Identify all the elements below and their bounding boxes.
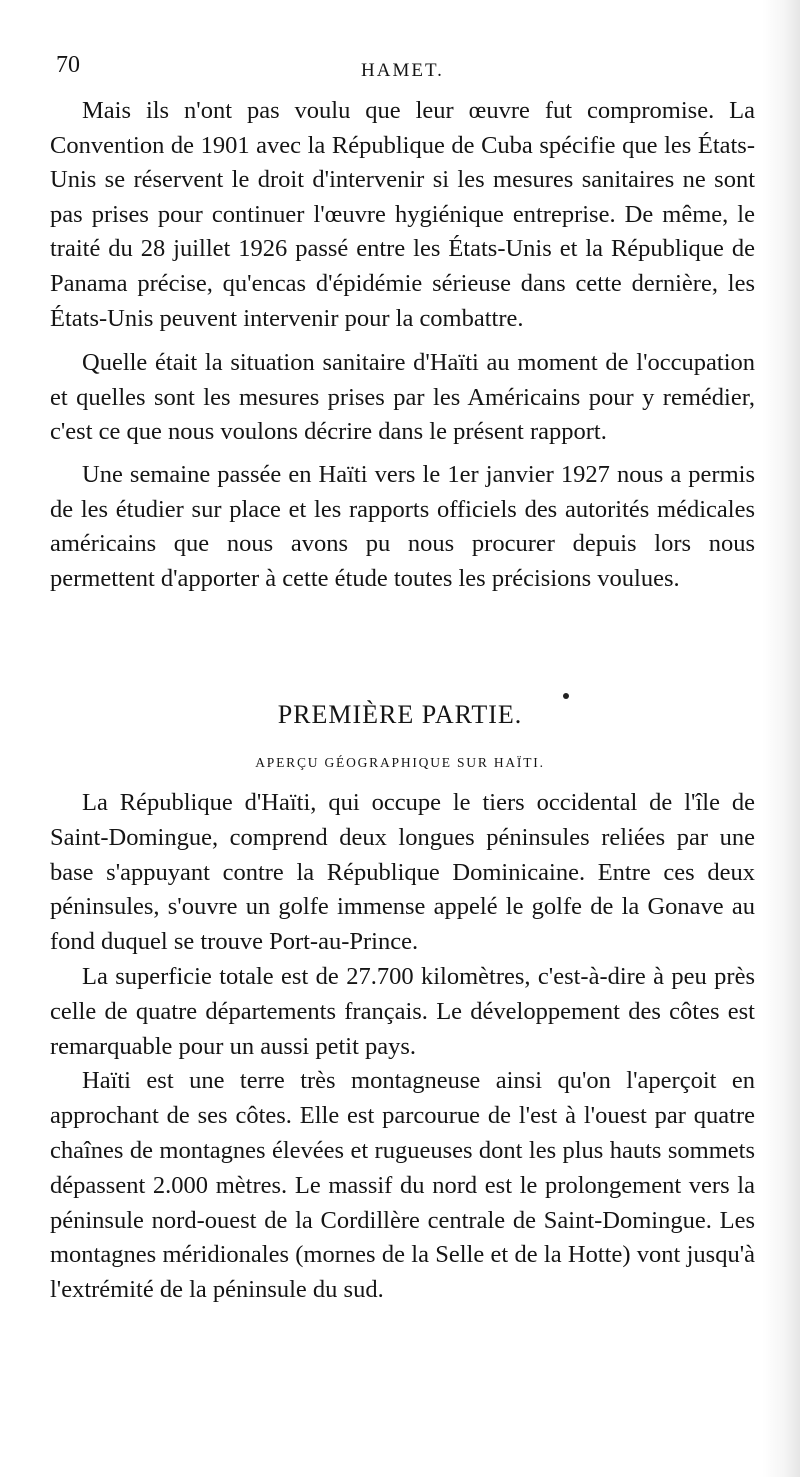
intro-text <box>50 94 755 596</box>
paragraph: La République d'Haïti, qui occupe le tiers occidental de l'île de Saint-Domingue, comprend deux longues péninsules reliées par une base s'appuyant contre la République Dominicaine. Entre ces deux péninsules, s'ouvre un golfe immense appelé le golfe de la Gonave au fond duquel se trouve Port-au-Prince. <box>50 789 755 956</box>
page-header <box>56 52 756 88</box>
paragraph: Mais ils n'ont pas voulu que leur œuvre fut compromise. La Convention de 1901 avec la République de Cuba spécifie que les États-Unis se réservent le droit d'intervenir si les mesures sanitaires ne sont pas prises pour continuer l'œuvre hygiénique entreprise. De même, le traité du 28 juillet 1926 passé entre les États-Unis et la République de Panama précise, qu'encas d'épidémie sérieuse dans cette dernière, les États-Unis peuvent intervenir pour la combattre. <box>50 97 755 332</box>
part-heading: PREMIÈRE PARTIE. <box>277 700 523 729</box>
section-heading: APERÇU GÉOGRAPHIQUE SUR HAÏTI. <box>255 755 545 770</box>
page-edge-shadow <box>762 0 800 1477</box>
geography-text <box>50 786 755 1308</box>
paragraph: La superficie totale est de 27.700 kilomètres, c'est-à-dire à peu près celle de quatre départements français. Le développement des côtes est remarquable pour un aussi petit pays. <box>50 962 755 1060</box>
paragraph: Quelle était la situation sanitaire d'Haïti au moment de l'occupation et quelles sont les mesures prises par les Américains pour y remédier, c'est ce que nous voulons décrire dans le présent rapport. <box>50 349 755 446</box>
running-head: HAMET. <box>361 60 444 81</box>
paragraph: Haïti est une terre très montagneuse ainsi qu'on l'aperçoit en approchant de ses côtes. Elle est parcourue de l'est à l'ouest par quatre chaînes de montagnes élevées et rugueuses dont les plus hauts sommets dépassent 2.000 mètres. Le massif du nord est le prolongement vers la péninsule nord-ouest de la Cordillère centrale de Saint-Domingue. Les montagnes méridionales (mornes de la Selle et de la Hotte) vont jusqu'à l'extrémité de la péninsule du sud. <box>50 1067 755 1304</box>
ink-speck <box>563 693 569 699</box>
paragraph: Une semaine passée en Haïti vers le 1er janvier 1927 nous a permis de les étudier sur place et les rapports officiels des autorités médicales américains que nous avons pu nous procurer depuis lors nous permettent d'apporter à cette étude toutes les précisions voulues. <box>50 460 755 592</box>
page-number: 70 <box>56 52 80 78</box>
